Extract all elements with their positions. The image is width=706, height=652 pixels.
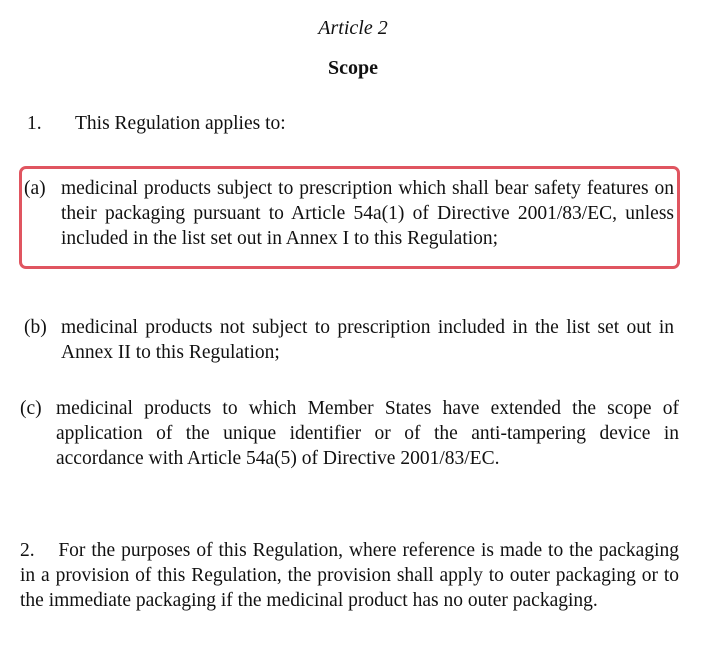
article-title: Scope — [328, 57, 378, 79]
list-item-a — [24, 176, 674, 251]
list-item-marker: (c) — [20, 398, 42, 419]
list-item-b — [24, 315, 674, 365]
list-item-text: medicinal products to which Member States have extended the scope of application of the unique identifier or of the anti-tampering device in accordance with Article 54a(5) of Directive 2001/83/EC. — [56, 398, 679, 469]
list-item-c — [20, 396, 679, 471]
list-item-marker: (b) — [24, 317, 47, 338]
list-item-text: medicinal products not subject to prescription included in the list set out in Annex II to this Regulation; — [61, 317, 674, 363]
paragraph-1 — [27, 111, 677, 136]
article-number: Article 2 — [318, 17, 388, 39]
paragraph-2: 2. For the purposes of this Regulation, where reference is made to the packaging in a provision of this Regulation, the provision shall apply to outer packaging or to the immediate packaging if the medicinal product has no outer packaging. — [20, 540, 679, 611]
list-item-marker: (a) — [24, 178, 46, 199]
paragraph-1-text: This Regulation applies to: — [75, 113, 286, 134]
list-item-text: medicinal products subject to prescription which shall bear safety features on their packaging pursuant to Article 54a(1) of Directive 2001/83/EC, unless included in the list set out in Annex I to this Regulation; — [61, 178, 674, 249]
paragraph-1-number: 1. — [27, 113, 42, 134]
